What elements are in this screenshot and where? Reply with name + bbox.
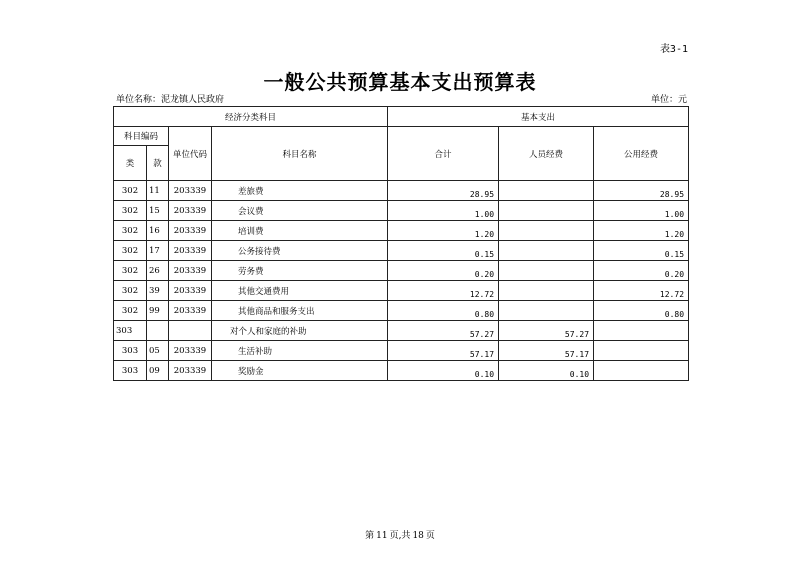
personnel-cell: 57.17: [499, 341, 594, 361]
kuan-cell: 11: [147, 181, 169, 201]
table-row: [114, 201, 689, 221]
total-header: 合计: [388, 127, 499, 181]
subject-name-cell: 其他交通费用: [212, 281, 388, 301]
table-row: [114, 361, 689, 381]
lei-cell: 303: [114, 341, 147, 361]
unit-code-cell: [169, 321, 212, 341]
subject-name-cell: 培训费: [212, 221, 388, 241]
lei-cell: 302: [114, 221, 147, 241]
subject-name-header: 科目名称: [212, 127, 388, 181]
kuan-cell: 39: [147, 281, 169, 301]
unit-code-cell: 203339: [169, 261, 212, 281]
public-cell: 1.00: [594, 201, 689, 221]
unit-code-cell: 203339: [169, 341, 212, 361]
subject-name-cell: 奖励金: [212, 361, 388, 381]
total-cell: 0.15: [388, 241, 499, 261]
unit-code-cell: 203339: [169, 181, 212, 201]
total-cell: 57.27: [388, 321, 499, 341]
personnel-cell: [499, 181, 594, 201]
subject-name-cell: 对个人和家庭的补助: [212, 321, 388, 341]
lei-cell: 302: [114, 241, 147, 261]
lei-cell: 302: [114, 301, 147, 321]
personnel-cell: [499, 281, 594, 301]
personnel-cell: [499, 221, 594, 241]
public-cell: 0.15: [594, 241, 689, 261]
table-row: [114, 221, 689, 241]
kuan-cell: 17: [147, 241, 169, 261]
table-row: [114, 241, 689, 261]
unit-code-cell: 203339: [169, 301, 212, 321]
kuan-cell: 26: [147, 261, 169, 281]
page-number: 11: [376, 531, 388, 541]
subject-name-cell: 公务接待费: [212, 241, 388, 261]
subject-name-cell: 会议费: [212, 201, 388, 221]
kuan-cell: 15: [147, 201, 169, 221]
personnel-cell: 57.27: [499, 321, 594, 341]
public-cell: 28.95: [594, 181, 689, 201]
econ-class-header: 经济分类科目: [114, 107, 388, 127]
personnel-cell: [499, 261, 594, 281]
unit-name: 单位名称：泥龙镇人民政府: [116, 95, 225, 105]
subject-name-cell: 差旅费: [212, 181, 388, 201]
kuan-cell: 09: [147, 361, 169, 381]
unit-code-cell: 203339: [169, 361, 212, 381]
page-total: 18: [412, 531, 424, 541]
table-row: [114, 261, 689, 281]
total-cell: 1.00: [388, 201, 499, 221]
public-cell: [594, 321, 689, 341]
table-row: [114, 301, 689, 321]
lei-cell: 302: [114, 281, 147, 301]
table-number: 表3-1: [659, 44, 688, 55]
subject-code-header: 科目编码: [114, 127, 169, 146]
personnel-header: 人员经费: [499, 127, 594, 181]
personnel-cell: [499, 201, 594, 221]
lei-cell: 302: [114, 261, 147, 281]
public-cell: [594, 341, 689, 361]
public-cell: 1.20: [594, 221, 689, 241]
table-row: [114, 181, 689, 201]
public-cell: 12.72: [594, 281, 689, 301]
total-cell: 57.17: [388, 341, 499, 361]
lei-cell: 303: [114, 321, 147, 341]
kuan-cell: 16: [147, 221, 169, 241]
subject-name-cell: 劳务费: [212, 261, 388, 281]
subject-name-cell: 其他商品和服务支出: [212, 301, 388, 321]
total-cell: 0.80: [388, 301, 499, 321]
table-row: [114, 341, 689, 361]
kuan-cell: 05: [147, 341, 169, 361]
budget-table: [113, 106, 689, 381]
page-title: 一般公共预算基本支出预算表: [263, 70, 537, 94]
kuan-cell: [147, 321, 169, 341]
lei-header: 类: [114, 146, 147, 181]
page-footer: 第 11 页,共 18 页: [365, 531, 435, 541]
total-cell: 28.95: [388, 181, 499, 201]
basic-exp-header: 基本支出: [388, 107, 689, 127]
total-cell: 0.10: [388, 361, 499, 381]
public-cell: 0.80: [594, 301, 689, 321]
table-row: [114, 321, 689, 341]
personnel-cell: [499, 301, 594, 321]
total-cell: 0.20: [388, 261, 499, 281]
kuan-header: 款: [147, 146, 169, 181]
public-cell: [594, 361, 689, 381]
total-cell: 12.72: [388, 281, 499, 301]
unit-code-cell: 203339: [169, 221, 212, 241]
total-cell: 1.20: [388, 221, 499, 241]
currency-unit: 单位：元: [650, 95, 687, 105]
lei-cell: 303: [114, 361, 147, 381]
unit-code-cell: 203339: [169, 201, 212, 221]
table-row: [114, 281, 689, 301]
public-header: 公用经费: [594, 127, 689, 181]
lei-cell: 302: [114, 181, 147, 201]
header-row-1: [114, 107, 689, 127]
unit-code-cell: 203339: [169, 241, 212, 261]
personnel-cell: [499, 241, 594, 261]
subject-name-cell: 生活补助: [212, 341, 388, 361]
unit-code-cell: 203339: [169, 281, 212, 301]
public-cell: 0.20: [594, 261, 689, 281]
kuan-cell: 99: [147, 301, 169, 321]
unit-code-header: 单位代码: [169, 127, 212, 181]
personnel-cell: 0.10: [499, 361, 594, 381]
lei-cell: 302: [114, 201, 147, 221]
header-row-2: [114, 127, 689, 146]
